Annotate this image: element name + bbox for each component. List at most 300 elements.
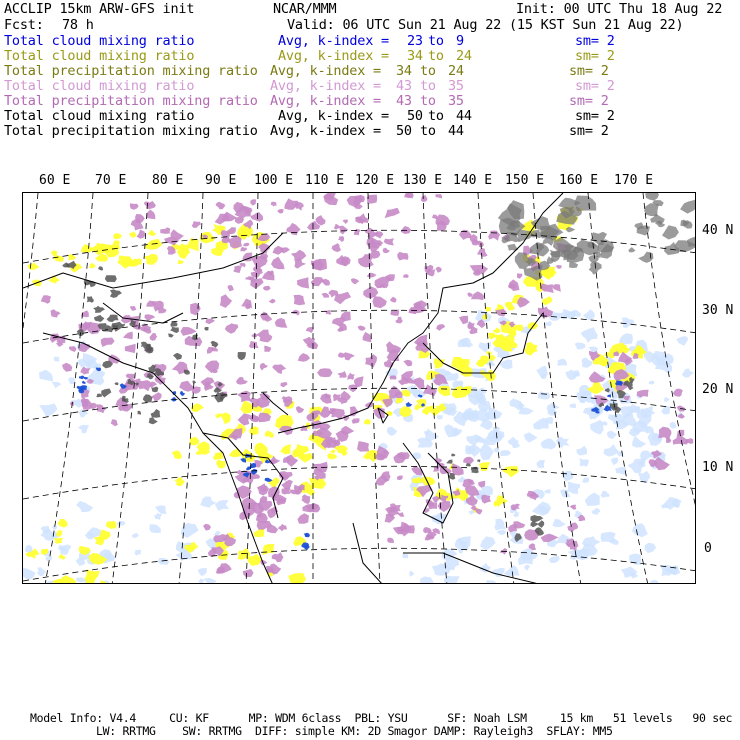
cloud-blob-purple <box>233 266 242 274</box>
cloud-blob-gray <box>110 289 122 298</box>
cloud-blob-light <box>585 493 600 506</box>
cloud-blob-purple <box>404 193 413 198</box>
cloud-blob-light <box>549 556 560 563</box>
latitude-label: 30 N <box>702 303 734 318</box>
cloud-blob-light <box>480 536 496 550</box>
latitude-label: 10 N <box>702 460 734 475</box>
cloud-blob-yellow <box>172 451 182 460</box>
cloud-blob-purple <box>403 360 412 367</box>
cloud-blob-light <box>646 426 655 434</box>
cloud-blob-yellow <box>524 342 537 356</box>
cloud-blob-light <box>565 370 580 381</box>
cloud-blob-purple <box>220 294 232 308</box>
cloud-blob-yellow <box>438 386 450 397</box>
field-name: Total cloud mixing ratio <box>4 108 195 124</box>
cloud-blob-gray <box>101 389 111 398</box>
cloud-blob-purple <box>215 214 230 225</box>
cloud-blob-purple <box>236 377 248 385</box>
cloud-blob-gray <box>566 227 575 233</box>
cloud-blob-purple <box>311 259 327 271</box>
cloud-blob-yellow <box>106 521 117 529</box>
cloud-blob-purple <box>354 229 361 236</box>
cloud-blob-gray <box>96 394 102 398</box>
field-name: Total precipitation mixing ratio <box>4 63 258 79</box>
cloud-blob-light <box>650 580 659 584</box>
cloud-blob-light <box>664 397 670 401</box>
cloud-blob-purple <box>383 248 390 254</box>
cloud-blob-purple <box>540 283 553 293</box>
cloud-blob-light <box>630 573 638 578</box>
cloud-blob-purple <box>160 227 170 233</box>
cloud-blob-yellow <box>487 333 495 340</box>
cloud-blob-purple <box>41 295 51 304</box>
cloud-blob-purple <box>203 524 211 531</box>
cloud-blob-light <box>215 500 229 511</box>
cloud-blob-light <box>437 415 443 420</box>
longitude-label: 100 E <box>254 173 294 188</box>
cloud-blob-purple <box>296 406 304 413</box>
cloud-blob-purple <box>389 375 396 379</box>
cloud-blob-light <box>622 318 635 329</box>
field-smoothing: sm= 2 <box>575 33 615 49</box>
longitude-label: 60 E <box>39 173 71 188</box>
cloud-blob-light <box>402 554 408 559</box>
cloud-blob-purple <box>101 338 115 348</box>
cloud-blob-purple <box>365 354 377 367</box>
cloud-core-blue <box>84 377 88 380</box>
cloud-blob-purple <box>192 221 201 228</box>
cloud-blob-yellow <box>492 328 500 334</box>
cloud-blob-light <box>560 490 570 498</box>
cloud-blob-gray <box>628 386 634 390</box>
cloud-blob-purple <box>237 391 251 403</box>
cloud-blob-purple <box>260 496 268 503</box>
cloud-blob-light <box>132 533 139 538</box>
cloud-blob-purple <box>298 353 310 362</box>
cloud-blob-yellow <box>51 251 57 257</box>
cloud-blob-light <box>23 568 36 580</box>
cloud-blob-light <box>52 382 62 388</box>
cloud-blob-light <box>582 536 601 547</box>
cloud-blob-light <box>632 436 646 448</box>
cloud-blob-purple <box>227 227 236 234</box>
cloud-blob-yellow <box>421 477 435 487</box>
field-to: to <box>428 33 444 49</box>
longitude-label: 130 E <box>403 173 443 188</box>
cloud-blob-purple <box>156 308 166 314</box>
cloud-blob-gray <box>211 341 219 348</box>
meridian-line <box>246 193 258 584</box>
cloud-core-blue <box>240 458 246 463</box>
longitude-label: 150 E <box>505 173 545 188</box>
cloud-blob-purple <box>123 332 133 340</box>
cloud-blob-yellow <box>113 233 121 239</box>
cloud-blob-purple <box>306 327 314 333</box>
model-info-line1: Model Info: V4.4 CU: KF MP: WDM 6class PBL: YSU SF: Noah LSM 15 km 51 levels 90 sec <box>30 711 733 725</box>
cloud-blob-purple <box>355 213 369 223</box>
cloud-blob-gray <box>569 262 578 268</box>
cloud-blob-gray <box>94 315 104 322</box>
cloud-blob-purple <box>471 505 477 510</box>
cloud-core-blue <box>304 533 310 538</box>
field-smoothing: sm= 2 <box>575 48 615 64</box>
cloud-blob-gray <box>184 370 190 375</box>
field-avg-label: Avg, k-index = <box>270 63 381 79</box>
cloud-blob-yellow <box>502 466 519 477</box>
cloud-blob-light <box>524 432 538 442</box>
cloud-blob-light <box>200 496 216 507</box>
cloud-blob-purple <box>263 286 271 291</box>
cloud-blob-purple <box>423 527 431 533</box>
cloud-blob-purple <box>556 265 562 269</box>
cloud-blob-purple <box>130 203 139 209</box>
cloud-blob-gray <box>477 460 480 463</box>
cloud-blob-yellow <box>95 253 108 262</box>
cloud-blob-light <box>466 435 484 447</box>
cloud-blob-light <box>478 342 491 353</box>
cloud-core-blue <box>79 376 84 380</box>
cloud-blob-yellow <box>28 263 40 270</box>
cloud-blob-purple <box>275 318 288 328</box>
cloud-blob-purple <box>673 389 683 397</box>
cloud-blob-gray <box>122 324 126 327</box>
cloud-blob-purple <box>250 199 256 205</box>
cloud-blob-purple <box>180 327 196 336</box>
cloud-blob-purple <box>190 303 201 316</box>
cloud-blob-purple <box>372 296 387 308</box>
cloud-blob-light <box>54 357 60 362</box>
cloud-blob-purple <box>387 538 394 543</box>
cloud-blob-light <box>604 444 619 457</box>
cloud-blob-purple <box>243 569 254 577</box>
cloud-blob-gray <box>170 321 177 326</box>
cloud-blob-purple <box>69 346 77 352</box>
center-label: NCAR/MMM <box>273 1 337 17</box>
cloud-blob-light <box>583 309 595 320</box>
cloud-blob-yellow <box>280 444 291 454</box>
cloud-blob-light <box>545 321 552 326</box>
cloud-blob-purple <box>251 256 268 267</box>
cloud-blob-yellow <box>298 453 313 463</box>
cloud-blob-light <box>590 420 604 435</box>
field-k-from: 34 <box>407 48 423 64</box>
cloud-blob-purple <box>390 297 396 303</box>
field-name: Total cloud mixing ratio <box>4 78 195 94</box>
cloud-blob-gray <box>204 327 208 331</box>
cloud-blob-purple <box>205 319 215 325</box>
cloud-blob-purple <box>517 297 530 308</box>
field-avg-label: Avg, k-index = <box>278 48 389 64</box>
field-k-to: 35 <box>448 78 464 94</box>
cloud-blob-light <box>158 558 170 565</box>
cloud-blob-purple <box>436 324 445 331</box>
field-k-to: 35 <box>448 93 464 109</box>
cloud-blob-light <box>611 458 618 465</box>
cloud-blob-gray <box>149 417 158 424</box>
cloud-blob-light <box>198 568 207 576</box>
cloud-blob-yellow <box>68 254 77 260</box>
cloud-blob-purple <box>342 352 355 360</box>
cloud-blob-purple <box>435 194 442 199</box>
cloud-blob-gray <box>98 266 103 270</box>
longitude-label: 170 E <box>614 173 654 188</box>
cloud-blob-purple <box>397 476 403 481</box>
longitude-label: 110 E <box>305 173 345 188</box>
cloud-blob-yellow <box>288 573 306 584</box>
map-panel <box>22 192 696 584</box>
init-time: Init: 00 UTC Thu 18 Aug 22 <box>516 1 723 17</box>
cloud-blob-light <box>37 567 46 576</box>
cloud-blob-purple <box>385 208 400 218</box>
field-to: to <box>428 108 444 124</box>
cloud-blob-light <box>557 359 567 366</box>
cloud-blob-light <box>682 368 694 377</box>
cloud-blob-light <box>497 530 507 535</box>
cloud-blob-light <box>676 336 688 346</box>
cloud-blob-purple <box>332 243 342 252</box>
cloud-blob-light <box>649 381 655 385</box>
forecast-label: Fcst: <box>4 17 44 33</box>
cloud-blob-light <box>493 448 499 453</box>
cloud-blob-purple <box>217 563 232 574</box>
cloud-blob-purple <box>130 306 136 311</box>
field-smoothing: sm= 2 <box>575 78 615 94</box>
cloud-blob-light <box>154 513 162 520</box>
cloud-blob-light <box>541 439 556 450</box>
cloud-blob-purple <box>257 330 273 343</box>
cloud-blob-light <box>640 450 652 460</box>
cloud-blob-purple <box>278 524 287 532</box>
cloud-core-blue <box>406 402 413 407</box>
cloud-blob-purple <box>358 325 366 330</box>
field-k-to: 9 <box>456 33 464 49</box>
cloud-blob-gray <box>143 394 153 402</box>
cloud-blob-purple <box>517 273 522 278</box>
cloud-blob-purple <box>351 278 359 284</box>
cloud-blob-purple <box>637 390 649 398</box>
cloud-blob-purple <box>321 293 329 298</box>
cloud-blob-purple <box>324 310 331 315</box>
cloud-blob-light <box>524 565 529 571</box>
valid-time: Valid: 06 UTC Sun 21 Aug 22 (15 KST Sun 21 Aug 22) <box>287 17 684 33</box>
cloud-blob-purple <box>384 238 395 245</box>
field-avg-label: Avg, k-index = <box>278 108 389 124</box>
cloud-blob-purple <box>260 363 268 371</box>
cloud-blob-yellow <box>148 230 156 236</box>
latitude-label: 0 <box>704 541 712 556</box>
longitude-label: 80 E <box>152 173 184 188</box>
cloud-blob-purple <box>511 504 520 511</box>
cloud-blob-light <box>583 477 590 483</box>
field-avg-label: Avg, k-index = <box>270 78 381 94</box>
model-info-line2: LW: RRTMG SW: RRTMG DIFF: simple KM: 2D Smagor DAMP: Rayleigh3 SFLAY: MM5 <box>96 724 613 738</box>
cloud-blob-purple <box>436 267 442 273</box>
cloud-blob-gray <box>238 352 246 360</box>
cloud-blob-purple <box>243 243 249 247</box>
cloud-blob-purple <box>467 292 473 296</box>
cloud-blob-light <box>664 497 679 510</box>
cloud-blob-purple <box>463 457 474 465</box>
cloud-blob-gray <box>115 382 119 385</box>
cloud-blob-light <box>575 343 586 350</box>
cloud-blob-light <box>198 579 205 584</box>
field-name: Total cloud mixing ratio <box>4 48 195 64</box>
cloud-blob-light <box>39 404 57 418</box>
cloud-blob-purple <box>294 295 306 306</box>
cloud-blob-light <box>508 437 521 449</box>
cloud-blob-purple <box>135 214 145 224</box>
cloud-blob-purple <box>347 373 355 380</box>
field-avg-label: Avg, k-index = <box>270 93 381 109</box>
cloud-blob-purple <box>281 487 290 494</box>
cloud-blob-purple <box>452 463 464 475</box>
cloud-blob-gray <box>538 520 544 528</box>
cloud-blob-purple <box>297 277 309 288</box>
cloud-blob-purple <box>552 284 561 292</box>
cloud-blob-light <box>39 370 53 382</box>
latitude-label: 20 N <box>702 382 734 397</box>
cloud-blob-purple <box>271 257 285 270</box>
cloud-blob-purple <box>62 363 72 372</box>
cloud-blob-purple <box>459 316 468 325</box>
cloud-blob-yellow <box>495 495 508 507</box>
cloud-blob-gray <box>574 196 596 211</box>
cloud-blob-gray <box>137 411 141 415</box>
cloud-blob-purple <box>352 418 360 423</box>
cloud-blob-purple <box>225 323 239 334</box>
cloud-blob-purple <box>111 419 118 426</box>
cloud-blob-gray <box>645 193 659 201</box>
cloud-blob-purple <box>363 332 372 343</box>
cloud-blob-gray <box>151 387 158 393</box>
cloud-blob-light <box>581 327 598 343</box>
cloud-blob-yellow <box>174 477 185 486</box>
cloud-blob-yellow <box>178 260 184 264</box>
cloud-blob-gray <box>151 409 161 418</box>
cloud-blob-purple <box>367 273 377 278</box>
cloud-blob-light <box>576 446 587 456</box>
cloud-blob-purple <box>286 223 301 236</box>
cloud-blob-yellow <box>327 453 337 459</box>
cloud-blob-purple <box>339 226 349 235</box>
cloud-blob-gray <box>170 327 179 333</box>
cloud-blob-light <box>68 377 75 384</box>
cloud-blob-light <box>532 502 551 516</box>
longitude-label: 90 E <box>205 173 237 188</box>
cloud-blob-light <box>480 445 494 461</box>
field-k-to: 44 <box>448 123 464 139</box>
cloud-blob-purple <box>421 195 428 202</box>
field-avg-label: Avg, k-index = <box>270 123 381 139</box>
cloud-blob-purple <box>277 209 283 214</box>
cloud-blob-purple <box>216 202 226 210</box>
cloud-blob-purple <box>170 229 183 239</box>
cloud-blob-gray <box>87 296 94 303</box>
cloud-blob-light <box>76 501 93 512</box>
cloud-blob-gray <box>628 247 635 252</box>
field-name: Total precipitation mixing ratio <box>4 93 258 109</box>
cloud-blob-purple <box>272 364 286 374</box>
field-k-to: 24 <box>456 48 472 64</box>
cloud-blob-gray <box>446 460 453 464</box>
field-smoothing: sm= 2 <box>569 63 609 79</box>
cloud-blob-purple <box>280 382 287 387</box>
cloud-blob-light <box>601 491 610 498</box>
cloud-blob-purple <box>411 466 422 476</box>
cloud-blob-purple <box>471 291 484 300</box>
forecast-hours: 78 h <box>62 17 94 33</box>
cloud-blob-yellow <box>129 232 137 238</box>
cloud-blob-light <box>419 576 434 584</box>
cloud-blob-light <box>204 578 217 584</box>
cloud-blob-gray <box>93 306 105 313</box>
cloud-blob-purple <box>250 212 263 222</box>
cloud-core-blue <box>607 394 611 397</box>
cloud-blob-purple <box>264 346 271 352</box>
cloud-blob-light <box>500 450 512 456</box>
cloud-blob-yellow <box>94 537 104 546</box>
cloud-blob-gray <box>451 454 455 457</box>
longitude-label: 140 E <box>453 173 493 188</box>
cloud-blob-light <box>155 505 167 514</box>
cloud-blob-purple <box>365 228 379 239</box>
cloud-blob-light <box>645 543 657 553</box>
longitude-label: 70 E <box>95 173 127 188</box>
map-canvas <box>23 193 696 584</box>
field-k-from: 50 <box>396 123 412 139</box>
cloud-blob-purple <box>376 453 386 460</box>
cloud-blob-yellow <box>54 538 64 544</box>
cloud-blob-yellow <box>263 544 275 555</box>
cloud-blob-light <box>134 550 141 556</box>
cloud-blob-light <box>536 366 548 378</box>
cloud-blob-purple <box>269 299 276 304</box>
cloud-blob-gray <box>105 275 117 282</box>
cloud-blob-purple <box>249 341 259 348</box>
cloud-blob-light <box>78 425 89 433</box>
cloud-blob-yellow <box>364 419 371 425</box>
field-to: to <box>420 93 436 109</box>
cloud-blob-purple <box>273 246 284 255</box>
cloud-blob-purple <box>403 274 409 278</box>
cloud-blob-purple <box>475 509 482 515</box>
cloud-blob-purple <box>436 215 451 226</box>
cloud-blob-light <box>149 524 161 533</box>
field-k-from: 34 <box>396 63 412 79</box>
cloud-blob-purple <box>369 250 380 258</box>
cloud-blob-gray <box>192 335 198 341</box>
cloud-blob-purple <box>317 368 333 377</box>
longitude-label: 160 E <box>559 173 599 188</box>
cloud-blob-purple <box>432 496 439 503</box>
cloud-blob-light <box>544 489 551 494</box>
cloud-blob-light <box>538 391 551 399</box>
cloud-blob-purple <box>228 285 234 291</box>
field-k-from: 43 <box>396 78 412 94</box>
cloud-blob-purple <box>303 337 316 347</box>
cloud-blob-purple <box>343 220 348 225</box>
cloud-blob-light <box>494 519 506 531</box>
cloud-blob-purple <box>150 333 158 341</box>
cloud-blob-purple <box>488 231 500 241</box>
cloud-core-blue <box>180 391 186 396</box>
latitude-label: 40 N <box>702 223 734 238</box>
cloud-blob-purple <box>570 505 577 510</box>
cloud-blob-yellow <box>255 443 268 455</box>
cloud-blob-purple <box>337 371 346 378</box>
field-k-to: 44 <box>456 108 472 124</box>
run-title: ACCLIP 15km ARW-GFS init <box>4 1 195 17</box>
